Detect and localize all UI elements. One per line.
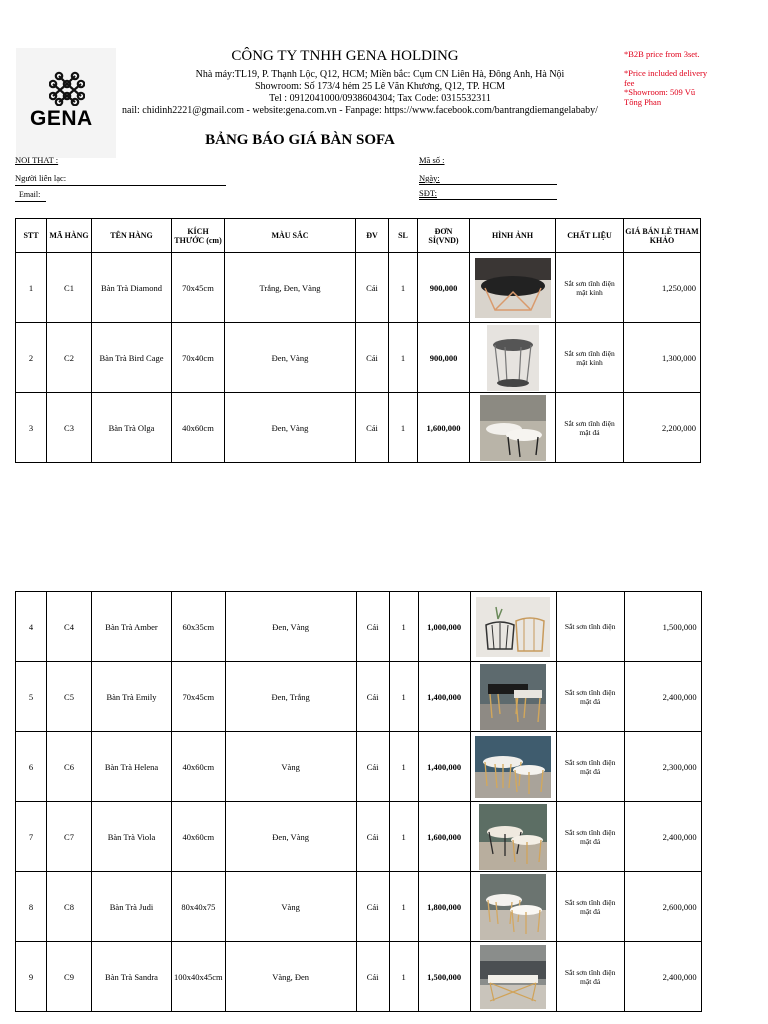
address-factory: Nhà máy:TL19, P. Thạnh Lộc, Q12, HCM; Miền bắc: Cụm CN Liên Hà, Đông Anh, Hà Nội [195,69,565,80]
cell-code: C5 [47,662,92,732]
cell-stt: 8 [16,872,47,942]
cell-qty: 1 [389,393,418,463]
cell-qty: 1 [389,732,418,802]
table-row [16,662,702,732]
product-photo-judi [480,874,546,940]
cell-retail: 1,500,000 [624,592,701,662]
cell-material: Sắt sơn tĩnh điện mặt kính [556,323,624,393]
price-table-top [15,218,701,463]
cell-qty: 1 [389,802,418,872]
product-photo-helena [475,736,551,798]
cell-material: Sắt sơn tĩnh điện mặt đá [556,872,624,942]
cell-color: Vàng [225,872,356,942]
cell-stt: 2 [16,323,47,393]
table-row [16,802,702,872]
table-row [16,592,702,662]
field-noi-that: NOI THAT : [15,155,59,165]
cell-price: 1,400,000 [418,662,470,732]
company-name: CÔNG TY TNHH GENA HOLDING [231,48,459,64]
cell-image [470,253,556,323]
address-showroom: Showroom: Số 173/4 hẻm 25 Lê Văn Khương, Q12, TP. HCM [254,81,506,92]
product-photo-viola [479,804,547,870]
col-stt: STT [16,219,47,253]
note-showroom: *Showroom: 509 Vũ Tông Phan [624,87,696,107]
cell-stt: 3 [16,393,47,463]
field-ma-so: Mã số : [419,155,445,165]
cell-unit: Cái [356,393,389,463]
cell-color: Đen, Vàng [225,323,356,393]
cell-size: 70x45cm [172,662,226,732]
cell-name: Bàn Trà Sandra [92,942,172,1012]
cell-code: C9 [47,942,92,1012]
cell-material: Sắt sơn tĩnh điện mặt đá [556,942,624,1012]
cell-retail: 2,200,000 [624,393,701,463]
cell-name: Bàn Trà Helena [92,732,172,802]
cell-price: 1,400,000 [418,732,470,802]
cell-image [470,323,556,393]
cell-qty: 1 [389,942,418,1012]
cell-image [470,592,556,662]
cell-stt: 9 [16,942,47,1012]
cell-color: Đen, Trắng [225,662,356,732]
cell-code: C4 [47,592,92,662]
cell-code: C6 [47,732,92,802]
cell-retail: 1,250,000 [624,253,701,323]
cell-qty: 1 [389,323,418,393]
cell-retail: 2,400,000 [624,662,701,732]
note-b2b: *B2B price from 3set. [624,49,700,59]
cell-name: Bàn Trà Viola [92,802,172,872]
cell-price: 1,600,000 [418,393,470,463]
cell-name: Bàn Trà Amber [92,592,172,662]
ngay-underline [419,184,557,185]
table-row [16,872,702,942]
field-contact: Người liên lạc: [15,173,67,183]
cell-size: 40x60cm [172,393,225,463]
contact-phone: Tel : 0912041000/0938604304; Tax Code: 0315532311 [269,93,491,104]
col-name: TÊN HÀNG [92,219,172,253]
col-price: ĐƠN SỈ(VND) [418,219,470,253]
cell-color: Vàng [225,732,356,802]
contact-underline [15,185,226,186]
cell-qty: 1 [389,592,418,662]
cell-material: Sắt sơn tĩnh điện [556,592,624,662]
product-photo-sandra [480,945,546,1009]
col-retail: GIÁ BÁN LẺ THAM KHẢO [624,219,701,253]
col-color: MÀU SẮC [225,219,356,253]
logo-text: GENA [30,107,93,130]
cell-material: Sắt sơn tĩnh điện mặt đá [556,662,624,732]
cell-name: Bàn Trà Bird Cage [92,323,172,393]
price-table-bottom [15,591,702,1012]
cell-size: 60x35cm [172,592,226,662]
table-row [16,732,702,802]
cell-code: C3 [47,393,92,463]
product-photo-diamond [475,258,551,318]
cell-size: 80x40x75 [172,872,226,942]
cell-qty: 1 [389,253,418,323]
cell-stt: 4 [16,592,47,662]
field-email: Email: [19,190,41,199]
col-code: MÃ HÀNG [47,219,92,253]
col-material: CHẤT LIỆU [556,219,624,253]
cell-qty: 1 [389,872,418,942]
table-row [16,323,701,393]
product-photo-bird-cage [487,325,539,391]
cell-stt: 1 [16,253,47,323]
cell-color: Trắng, Đen, Vàng [225,253,356,323]
contact-web: nail: chidinh2221@gmail.com - website:gena.com.vn - Fanpage: https://www.facebook.com/bantrangdiemangelababy/ [122,105,598,116]
field-ngay: Ngày: [419,173,440,183]
cell-unit: Cái [356,253,389,323]
cell-code: C2 [47,323,92,393]
cell-size: 40x60cm [172,732,226,802]
cell-name: Bàn Trà Emily [92,662,172,732]
cell-retail: 2,300,000 [624,732,701,802]
cell-price: 1,500,000 [418,942,470,1012]
col-qty: SL [389,219,418,253]
col-image: HÌNH ẢNH [470,219,556,253]
cell-price: 1,600,000 [418,802,470,872]
cell-retail: 1,300,000 [624,323,701,393]
cell-size: 40x60cm [172,802,226,872]
cell-image [470,942,556,1012]
product-photo-emily [480,664,546,730]
product-photo-olga [480,395,546,461]
product-photo-amber [476,597,550,657]
cell-price: 900,000 [418,323,470,393]
cell-qty: 1 [389,662,418,732]
cell-material: Sắt sơn tĩnh điện mặt đá [556,393,624,463]
cell-color: Đen, Vàng [225,393,356,463]
cell-material: Sắt sơn tĩnh điện mặt đá [556,802,624,872]
cell-unit: Cái [356,942,389,1012]
cell-unit: Cái [356,592,389,662]
cell-stt: 7 [16,802,47,872]
email-underline [15,201,46,202]
cell-price: 1,000,000 [418,592,470,662]
cell-unit: Cái [356,872,389,942]
cell-color: Vàng, Đen [225,942,356,1012]
cell-unit: Cái [356,662,389,732]
cell-color: Đen, Vàng [225,592,356,662]
table-row [16,253,701,323]
table-row [16,942,702,1012]
cell-image [470,732,556,802]
cell-unit: Cái [356,802,389,872]
field-sdt: SĐT: [419,188,437,198]
note-delivery: *Price included delivery fee [624,68,708,88]
cell-size: 70x45cm [172,253,225,323]
cell-size: 70x40cm [172,323,225,393]
cell-name: Bàn Trà Judi [92,872,172,942]
col-unit: ĐV [356,219,389,253]
cell-code: C1 [47,253,92,323]
cell-image [470,872,556,942]
cell-image [470,802,556,872]
cell-retail: 2,600,000 [624,872,701,942]
cell-name: Bàn Trà Diamond [92,253,172,323]
cell-stt: 6 [16,732,47,802]
cell-unit: Cái [356,323,389,393]
cell-price: 900,000 [418,253,470,323]
cell-retail: 2,400,000 [624,802,701,872]
cell-name: Bàn Trà Olga [92,393,172,463]
cell-size: 100x40x45cm [172,942,226,1012]
cell-code: C7 [47,802,92,872]
gena-logo-icon [49,70,85,106]
sdt-underline [419,199,557,200]
cell-unit: Cái [356,732,389,802]
cell-material: Sắt sơn tĩnh điện mặt kính [556,253,624,323]
cell-material: Sắt sơn tĩnh điện mặt đá [556,732,624,802]
cell-color: Đen, Vàng [225,802,356,872]
document-title: BẢNG BÁO GIÁ BÀN SOFA [205,132,395,148]
table-row [16,393,701,463]
col-size: KÍCH THƯỚC (cm) [172,219,225,253]
cell-code: C8 [47,872,92,942]
cell-image [470,662,556,732]
table-header-row [16,219,701,253]
cell-stt: 5 [16,662,47,732]
cell-image [470,393,556,463]
cell-price: 1,800,000 [418,872,470,942]
cell-retail: 2,400,000 [624,942,701,1012]
